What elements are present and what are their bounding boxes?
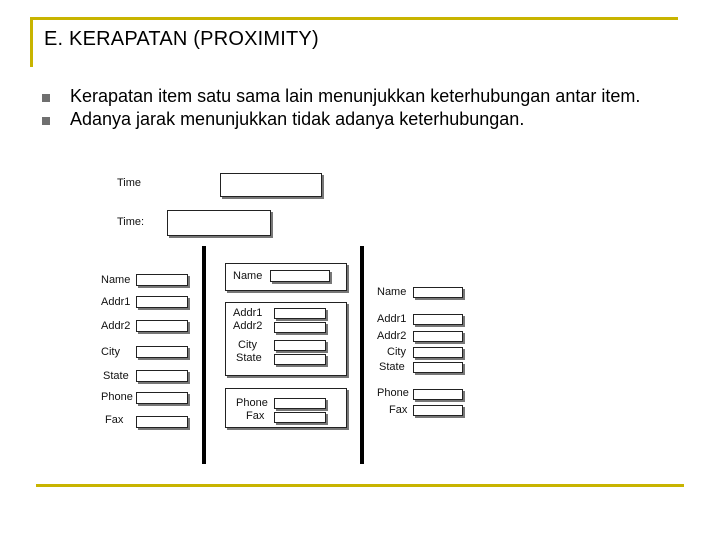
middle-form-field [274, 308, 326, 319]
time-colon-label: Time: [117, 216, 145, 228]
proximity-figure [95, 168, 475, 466]
middle-form-label: State [236, 352, 262, 364]
right-form-field [413, 389, 463, 400]
bullet-item [42, 109, 674, 130]
left-form-label: Addr1 [101, 296, 131, 308]
separator-line [202, 246, 206, 464]
right-form-field [413, 331, 463, 342]
right-form-label: Name [377, 286, 407, 298]
address-group-box [225, 302, 347, 376]
left-form-field [136, 296, 188, 308]
middle-form-field [274, 398, 326, 409]
separator-line [360, 246, 364, 464]
bullet-item [42, 86, 674, 107]
middle-form-label: Name [233, 270, 263, 282]
right-form-label: Addr1 [377, 313, 407, 325]
time-input-far [220, 173, 322, 197]
right-form-field [413, 405, 463, 416]
contact-group-box [225, 388, 347, 428]
frame-top-line [30, 17, 678, 20]
frame-left-line [30, 17, 33, 67]
middle-form-label: Addr1 [233, 307, 263, 319]
middle-form-label: City [238, 339, 257, 351]
left-form-field [136, 346, 188, 358]
middle-form-label: Addr2 [233, 320, 263, 332]
left-form-field [136, 320, 188, 332]
middle-form-field [274, 412, 326, 423]
right-form-label: Addr2 [377, 330, 407, 342]
right-form-label: Fax [389, 404, 408, 416]
left-form-field [136, 392, 188, 404]
middle-form-label: Phone [236, 397, 268, 409]
right-form-field [413, 287, 463, 298]
square-bullet-icon [42, 94, 50, 102]
time-label: Time [117, 177, 142, 189]
middle-form-field [274, 322, 326, 333]
slide-title: E. KERAPATAN (PROXIMITY) [44, 28, 319, 50]
middle-form-field [274, 340, 326, 351]
left-form-label: Name [101, 274, 131, 286]
middle-form-label: Fax [246, 410, 265, 422]
right-form-label: State [379, 361, 405, 373]
square-bullet-icon [42, 117, 50, 125]
left-form-label: City [101, 346, 120, 358]
bullet-list [42, 86, 674, 130]
left-form-label: Phone [101, 391, 133, 403]
bullet-text: Kerapatan item satu sama lain menunjukkan keterhubungan antar item. [70, 86, 641, 106]
right-form-field [413, 314, 463, 325]
bullet-text: Adanya jarak menunjukkan tidak adanya keterhubungan. [70, 109, 525, 129]
name-group-box [225, 263, 347, 291]
left-form-field [136, 274, 188, 286]
right-form-field [413, 362, 463, 373]
left-form-label: Fax [105, 414, 124, 426]
middle-form-field [270, 270, 330, 282]
left-form-field [136, 370, 188, 382]
left-form-label: Addr2 [101, 320, 131, 332]
right-form-label: Phone [377, 387, 409, 399]
middle-form-field [274, 354, 326, 365]
frame-bottom-line [36, 484, 684, 487]
left-form-field [136, 416, 188, 428]
right-form-label: City [387, 346, 406, 358]
time-input-near [167, 210, 271, 236]
left-form-label: State [103, 370, 129, 382]
right-form-field [413, 347, 463, 358]
